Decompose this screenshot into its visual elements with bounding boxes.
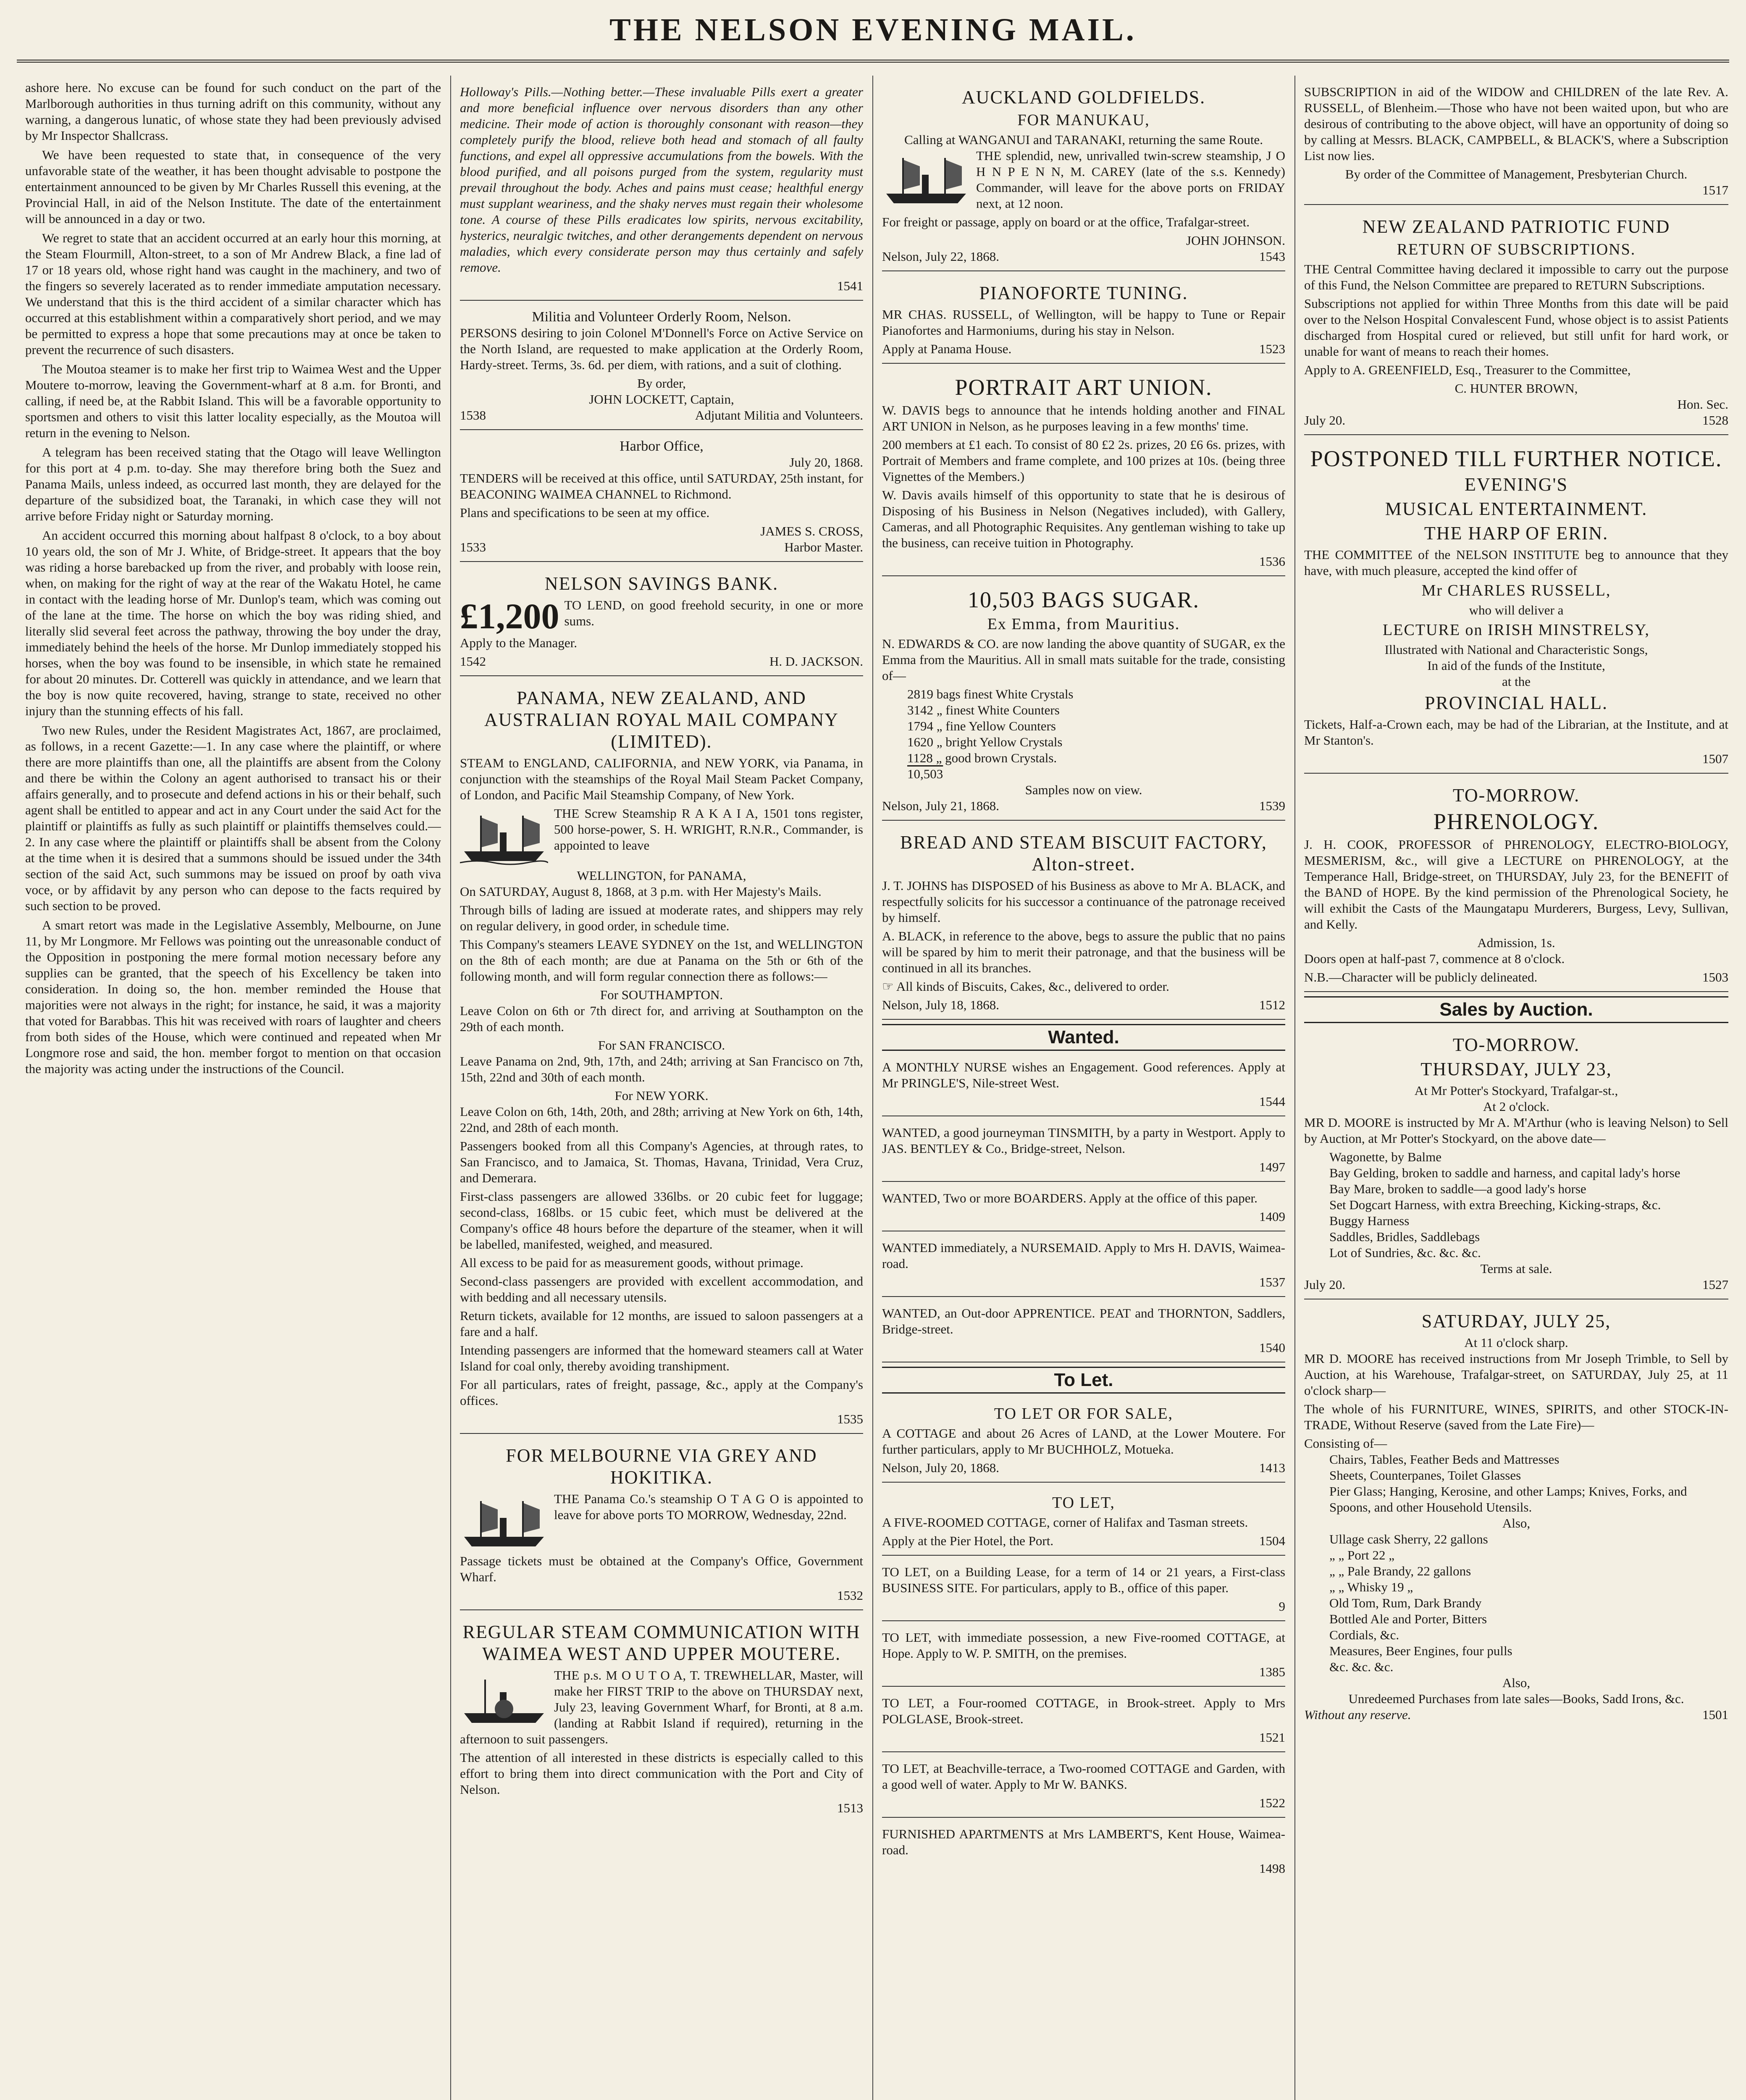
to-let-ad: TO LET, a Four-roomed COTTAGE, in Brook-street. Apply to Mrs POLGLASE, Brook-street. 1521 [882, 1691, 1285, 1752]
ad-title: THURSDAY, JULY 23, [1420, 1059, 1612, 1079]
auckland-goldfields-ad [882, 80, 1285, 271]
ad-number: 1533 [460, 540, 486, 554]
auction-ad: TO-MORROW. THURSDAY, JULY 23, At Mr Potter's Stockyard, Trafalgar-st., At 2 o'clock. MR D. MOORE is instructed by Mr A. M'Arthur (who is leaving Nelson) to Sell by Auction, at Mr Potter's Stockyard, on the above date— Wagonette, by Balme Bay Gelding, broken to saddle and harness, and capital lady's horse Bay Mare, broken to saddle—a good lady's horse Set Dogcart Harness, with extra Breeching, Kicking-straps, &c. Buggy Harness Saddles, Bridles, Saddlebags Lot of Sundries, &c. &c. &c. Terms at sale. July 20. 1527 [1304, 1027, 1728, 1299]
ad-text: Leave Colon on 6th, 14th, 20th, and 28th; arriving at New York on 6th, 14th, 22nd, and 28th of each month. [460, 1104, 863, 1135]
ad-number: 1413 [1259, 1460, 1285, 1475]
widow-subscription-ad [1304, 80, 1728, 205]
list-item: Chairs, Tables, Feather Beds and Mattresses [1329, 1452, 1560, 1467]
masthead: THE NELSON EVENING MAIL. [609, 12, 1137, 47]
list-item: 2819 bags finest White Crystals [907, 687, 1074, 701]
ad-title: PANAMA, NEW ZEALAND, AND AUSTRALIAN ROYAL MAIL COMPANY (LIMITED). [484, 688, 839, 752]
ad-number: 1513 [837, 1801, 863, 1815]
ad-text: THE Panama Co.'s steamship O T A G O is appointed to leave for above ports TO MORROW, Wednesday, 22nd. [554, 1491, 863, 1522]
ad-text: ☞ All kinds of Biscuits, Cakes, &c., delivered to order. [882, 979, 1169, 994]
patriotic-fund-ad [1304, 209, 1728, 435]
ad-text: 200 members at £1 each. To consist of 80 £2 2s. prizes, 20 £6 6s. prizes, with Portrait of Members and frame complete, and 100 prizes at 10s. (being three Vignettes of the Members.) [882, 437, 1285, 484]
wanted-ad: WANTED, an Out-door APPRENTICE. PEAT and THORNTON, Saddlers, Bridge-street. 1540 [882, 1301, 1285, 1362]
ad-subtitle: Ex Emma, from Mauritius. [987, 615, 1180, 633]
ad-text: THE COMMITTEE of the NELSON INSTITUTE beg to announce that they have, with much pleasure, accepted the kind offer of [1304, 547, 1728, 578]
ad-text: For freight or passage, apply on board or at the office, Trafalgar-street. [882, 215, 1250, 229]
steamship-icon [460, 1669, 548, 1728]
ad-role: Harbor Master. [784, 540, 863, 554]
ad-number: 1536 [1259, 554, 1285, 569]
news-paragraph: We have been requested to state that, in consequence of the very unfavorable state of the weather, it has been thought advisable to postpone the entertainment announced to be given by Mr Charles Russell this evening, at the Provincial Hall, in aid of the Nelson Institute. The date of the entertainment will be announced in a day or two. [25, 147, 441, 226]
postponed-entertainment-ad: POSTPONED TILL FURTHER NOTICE. EVENING'S MUSICAL ENTERTAINMENT. THE HARP OF ERIN. THE COMMITTEE of the NELSON INSTITUTE beg to announce that they have, with much pleasure, accepted the kind offer of Mr CHARLES RUSSELL, who will deliver a LECTURE on IRISH MINSTRELSY, Illustrated with National and Characteristic Songs, In aid of the funds of the Institute, at the PROVINCIAL HALL. Tickets, Half-a-Crown each, may be had of the Librarian, at the Institute, and at Mr Stanton's. 1507 [1304, 439, 1728, 774]
ad-number: 1497 [1259, 1160, 1285, 1174]
ad-number: 1512 [1259, 998, 1285, 1012]
ad-title: PORTRAIT ART UNION. [955, 375, 1213, 400]
ad-text: Apply to A. GREENFIELD, Esq., Treasurer to the Committee, [1304, 362, 1631, 377]
news-paragraph: An accident occurred this morning about halfpast 8 o'clock, to a boy about 10 years old, the son of Mr J. White, of Bridge-street. It appears that the boy was riding a horse barebacked up from the river, and probably with loose rein, when, on making for the right of way at the rear of the Wakatu Hotel, he came in contact with the leading horse of Mr. Dunlop's team, which was coming out of the lane at the time. The horse on which the boy was riding shied, and literally slid several feet across the pathway, throwing the boy under the dray, immediately behind the heels of the horse. Mr Dunlop immediately stopped his horses, when the boy was found to be insensible, in which state he remained for about 20 minutes. Dr. Cotterell was quickly in attendance, and we learn that the boy is now quite recovered, having, strange to state, received no other injury than the stunning effects of his fall. [25, 528, 441, 718]
list-item: „ „ Pale Brandy, 22 gallons [1329, 1564, 1471, 1578]
column-ads-2 [460, 80, 863, 2100]
ad-subtitle: MUSICAL ENTERTAINMENT. [1385, 499, 1648, 519]
ad-byline: By order of the Committee of Management, Presbyterian Church. [1345, 167, 1688, 181]
ad-title: AUCKLAND GOLDFIELDS. [961, 87, 1206, 108]
ad-date: Nelson, July 20, 1868. [882, 1460, 999, 1475]
list-item: Wagonette, by Balme [1329, 1150, 1441, 1164]
ad-number: 1409 [1259, 1209, 1285, 1224]
ad-title: TO LET, [1052, 1494, 1115, 1512]
ad-title: FOR MELBOURNE VIA GREY AND HOKITIKA. [506, 1445, 817, 1488]
ad-title: PIANOFORTE TUNING. [979, 283, 1188, 303]
list-item: Sheets, Counterpanes, Toilet Glasses [1329, 1468, 1521, 1483]
ad-heading: Harbor Office, [620, 438, 704, 454]
news-paragraph: The Moutoa steamer is to make her first trip to Waimea West and the Upper Moutere to-morrow, leaving the Government-wharf at 8 a.m. for Bronti, and calling, if need be, at the Rabbit Island. This will be a favorable opportunity to sportsmen and others to visit this latter locality especially, as the Moutoa will return in the evening to Nelson. [25, 362, 441, 440]
news-paragraph: We regret to state that an accident occurred at an early hour this morning, at the Steam Flourmill, Alton-street, to a son of Mr Andrew Black, a fine lad of 17 or 18 years old, whose right hand was caught in the machinery, and two of the fingers so severely lacerated as to render immediate amputation necessary. We understand that this is the third accident of a similar character which has occurred at this establishment within a comparatively short period, and we may be permitted to express a hope that some precautions may at once be taken to prevent the recurrence of such disasters. [25, 231, 441, 357]
auction-lot-list [1304, 1531, 1728, 1675]
ad-text: Passengers booked from all this Company's Agencies, at through rates, to San Francisco, and to Jamaica, St. Thomas, Havana, Trinidad, Vera Cruz, and Demerara. [460, 1139, 863, 1185]
ad-number: 1521 [1259, 1730, 1285, 1745]
ad-subtitle: TO-MORROW. [1452, 785, 1580, 806]
ad-subtitle: FOR MANUKAU, [1017, 111, 1150, 129]
steamship-icon [460, 1493, 548, 1551]
ad-text: THE Central Committee having declared it impossible to carry out the purpose of this Fund, the Nelson Committee are prepared to RETURN Subscriptions. [1304, 262, 1728, 292]
ad-text: SUBSCRIPTION in aid of the WIDOW and CHILDREN of the late Rev. A. RUSSELL, of Blenheim.—Those who have not been waited upon, but who are desirous of contributing to the above object, will have an opportunity of doing so by calling at Messrs. BLACK, CAMPBELL, & BLACK'S, where a Subscription List now lies. [1304, 84, 1728, 163]
ad-text: THE splendid, new, unrivalled twin-screw steamship, J O H N P E N N, M. CAREY (late of the s.s. Kennedy) Commander, will leave for the above ports on FRIDAY next, at 12 noon. [976, 148, 1285, 211]
ad-number: 1535 [837, 1412, 863, 1426]
pianoforte-ad [882, 276, 1285, 364]
news-paragraph: Two new Rules, under the Resident Magistrates Act, 1867, are proclaimed, as follows, in a recent Gazette:—1. In any case where the plaintiff, or where there are more plaintiffs than one, all the plaintiffs are absent from the Colony and there be within the Colony an agent authorised to transact his or their affairs generally, and to prosecute and defend actions in his or their behalf, such agent shall be entitled to appear and act in any Court under the said Act for the plaintiff or plaintiffs as fully as such plaintiff or plaintiffs themselves could.—2. In any case where the plaintiff or plaintiffs shall be absent from the Colony at the time when it is desired that a summons should be issued under the 34th section of the said Act, such summons may be issued on proof by oath viva voce, or by affidavit by any person who can depose to the facts required by such section to be proved. [25, 723, 441, 913]
to-let-ad: TO LET, A FIVE-ROOMED COTTAGE, corner of Halifax and Tasman streets. Apply at the Pier Hotel, the Port. 1504 [882, 1487, 1285, 1556]
ad-text: Apply to the Manager. [460, 635, 577, 650]
ad-subheading: For SOUTHAMPTON. [600, 987, 723, 1002]
auction-lot-list [1304, 1149, 1728, 1261]
list-item: Set Dogcart Harness, with extra Breeching, Kicking-straps, &c. [1329, 1197, 1661, 1212]
ad-subtitle: TO-MORROW. [1452, 1034, 1580, 1055]
column-divider [872, 76, 873, 2100]
ad-text: MR D. MOORE has received instructions from Mr Joseph Trimble, to Sell by Auction, at his Warehouse, Trafalgar-street, on SATURDAY, July 25, at 11 o'clock sharp— [1304, 1351, 1728, 1398]
ad-text: Leave Panama on 2nd, 9th, 17th, and 24th; arriving at San Francisco on 7th, 15th, 22nd and 30th of each month. [460, 1054, 863, 1084]
ad-title: REGULAR STEAM COMMUNICATION WITH WAIMEA WEST AND UPPER MOUTERE. [462, 1622, 861, 1664]
column-news [25, 80, 441, 2100]
militia-ad [460, 305, 863, 430]
ad-text: This Company's steamers LEAVE SYDNEY on the 1st, and WELLINGTON on the 8th of each month; are due at Panama on the 5th or 6th of the following month, and will form regular connection there as follows:— [460, 937, 863, 984]
ad-text: W. Davis avails himself of this opportunity to state that he is desirous of Disposing of his Business in Nelson (Negatives included), with Gallery, Cameras, and all Photographic Requisites. Any gentleman wishing to take up the business, can receive tuition in Photography. [882, 488, 1285, 550]
news-paragraph: A telegram has been received stating that the Otago will leave Wellington for this port at 4 p.m. to-day. She may therefore bring both the Suez and Panama Mails, unless indeed, as occurred last month, they are delayed for the departure of the subsidized boat, the Taranaki, in which case they will not arrive before Friday night or Saturday morning. [25, 445, 441, 523]
ad-number: 1543 [1259, 249, 1285, 264]
ad-text: Subscriptions not applied for within Three Months from this date will be paid over to the Nelson Hospital Convalescent Fund, whose object is to assist Patients discharged from Hospital cured or relieved, but still unfit for hard work, or unable for want of means to reach their homes. [1304, 296, 1728, 359]
ad-text: THE Screw Steamship R A K A I A, 1501 tons register, 500 horse-power, S. H. WRIGHT, R.N.R., Commander, is appointed to leave [554, 806, 863, 853]
ad-title: NEW ZEALAND PATRIOTIC FUND [1362, 216, 1670, 237]
ad-heading: Militia and Volunteer Orderly Room, Nelson. [532, 309, 791, 325]
ad-text: J. H. COOK, PROFESSOR of PHRENOLOGY, ELECTRO-BIOLOGY, MESMERISM, &c., will give a LECTURE on PHRENOLOGY, at the Temperance Hall, Bridge-street, on THURSDAY, July 23, for the BENEFIT of the BAND of HOPE. By the kind permission of the Phrenological Society, he will exhibit the Casts of the Maungatapu Murderers, Burgess, Levy, Sullivan, and Kelly. [1304, 837, 1728, 932]
ad-text: STEAM to ENGLAND, CALIFORNIA, and NEW YORK, via Panama, in conjunction with the steamships of the Royal Mail Steam Packet Company, of London, and Pacific Mail Steamship Company, of New York. [460, 756, 863, 802]
ad-text: First-class passengers are allowed 336lbs. or 20 cubic feet for luggage; second-class, 168lbs. or 15 cubic feet, which must be delivered at the Company's office 48 hours before the departure of the steamer, when it will be labelled, manifested, weighed, and measured. [460, 1189, 863, 1252]
panama-mail-ad [460, 680, 863, 1434]
ad-date: July 20. [1304, 413, 1346, 428]
list-total: 10,503 [907, 766, 943, 781]
ad-text: J. T. JOHNS has DISPOSED of his Business as above to Mr A. BLACK, and respectfully solicits for his successor a continuance of the patronage received by himself. [882, 878, 1285, 925]
ad-subtitle: PROVINCIAL HALL. [1424, 693, 1608, 713]
list-item: „ „ Whisky 19 „ [1329, 1580, 1413, 1594]
ad-title: NELSON SAVINGS BANK. [544, 573, 779, 594]
ad-number: 1528 [1702, 413, 1728, 428]
ad-text: A. BLACK, in reference to the above, begs to assure the public that no pains will be spared by him to merit their patronage, and that the business will be continued in all its branches. [882, 929, 1285, 975]
ad-text: Tickets, Half-a-Crown each, may be had of the Librarian, at the Institute, and at Mr Stanton's. [1304, 717, 1728, 748]
ad-text: Second-class passengers are provided with excellent accommodation, and with bedding and all necessary utensils. [460, 1274, 863, 1305]
ad-text: W. DAVIS begs to announce that he intends holding another and FINAL ART UNION in Nelson, as he purposes leaving in a few months' time. [882, 403, 1285, 433]
ad-number: 1507 [1702, 751, 1728, 766]
sugar-list [882, 686, 1285, 782]
ad-text: Samples now on view. [1025, 782, 1142, 797]
ad-subtitle: RETURN OF SUBSCRIPTIONS. [1397, 241, 1636, 258]
ad-signature: H. D. JACKSON. [769, 654, 863, 669]
ad-text: Doors open at half-past 7, commence at 8 o'clock. [1304, 951, 1565, 966]
ad-text: TENDERS will be received at this office, until SATURDAY, 25th instant, for BEACONING WAIMEA CHANNEL to Richmond. [460, 471, 863, 501]
melbourne-ad [460, 1438, 863, 1610]
ad-signature: JOHN JOHNSON. [1186, 233, 1285, 248]
section-heading-to-let: To Let. [882, 1367, 1285, 1394]
ad-text: Leave Colon on 6th or 7th direct for, and arriving at Southampton on the 29th of each month. [460, 1003, 863, 1034]
ad-number: 1504 [1259, 1533, 1285, 1548]
to-let-ad: TO LET, with immediate possession, a new Five-roomed COTTAGE, at Hope. Apply to W. P. SMITH, on the premises. 1385 [882, 1625, 1285, 1687]
ad-text: For all particulars, rates of freight, passage, &c., apply at the Company's offices. [460, 1377, 863, 1408]
section-heading-auction: Sales by Auction. [1304, 996, 1728, 1023]
ad-text: TO LEND, on good freehold security, in one or more sums. [564, 598, 863, 628]
ad-title: 10,503 BAGS SUGAR. [967, 587, 1200, 612]
ad-signature: JAMES S. CROSS, [760, 524, 863, 538]
column-divider [1294, 76, 1295, 2100]
ad-number: 1540 [1259, 1340, 1285, 1355]
ad-signature: C. HUNTER BROWN, [1455, 381, 1578, 396]
ad-number: 1541 [837, 278, 863, 293]
list-item: &c. &c. &c. [1329, 1659, 1394, 1674]
ad-number: 1523 [1259, 341, 1285, 356]
ad-number: 1498 [1259, 1861, 1285, 1876]
list-item: Measures, Beer Engines, four pulls [1329, 1643, 1512, 1658]
auction-ad: SATURDAY, JULY 25, At 11 o'clock sharp. MR D. MOORE has received instructions from Mr Joseph Trimble, to Sell by Auction, at his Warehouse, Trafalgar-street, on SATURDAY, July 25, at 11 o'clock sharp— The whole of his FURNITURE, WINES, SPIRITS, and other STOCK-IN-TRADE, Without Reserve (saved from the Late Fire)— Consisting of— Chairs, Tables, Feather Beds and Mattresses Sheets, Counterpanes, Toilet Glasses Pier Glass; Hanging, Kerosine, and other Lamps; Knives, Forks, and Spoons, and other Household Utensils. Also, Ullage cask Sherry, 22 gallons „ „ Port 22 „ „ „ Pale Brandy, 22 gallons „ „ Whisky 19 „ Old Tom, Rum, Dark Brandy Bottled Ale and Porter, Bitters Cordials, &c. Measures, Beer Engines, four pulls &c. &c. &c. Also, Unredeemed Purchases from late sales—Books, Sadd Irons, &c. Without any reserve. 1501 [1304, 1311, 1728, 1722]
news-paragraph: ashore here. No excuse can be found for such conduct on the part of the Marlborough authorities in thus turning adrift on this community, without any warning, a dangerous lunatic, of whose state they had been previously advised by Mr Inspector Shallcrass. [25, 80, 441, 143]
moutoa-ad [460, 1614, 863, 1822]
ad-number: 1544 [1259, 1094, 1285, 1109]
ad-role: Hon. Sec. [1677, 397, 1728, 412]
ad-title: POSTPONED TILL FURTHER NOTICE. [1310, 446, 1722, 471]
ad-number: 1532 [837, 1588, 863, 1603]
ad-number: 1542 [460, 654, 486, 669]
ad-title: SATURDAY, JULY 25, [1421, 1311, 1611, 1331]
to-let-ad: FURNISHED APARTMENTS at Mrs LAMBERT'S, Kent House, Waimea-road. 1498 [882, 1827, 1285, 1876]
ad-date: Nelson, July 22, 1868. [882, 249, 999, 264]
list-item: Lot of Sundries, &c. &c. &c. [1329, 1245, 1481, 1260]
ad-number: 1527 [1702, 1277, 1728, 1292]
ad-subheading: For NEW YORK. [614, 1088, 709, 1103]
ad-number: 1385 [1259, 1664, 1285, 1679]
column-divider [450, 76, 451, 2100]
wanted-ad: WANTED immediately, a NURSEMAID. Apply to Mrs H. DAVIS, Waimea-road. 1537 [882, 1236, 1285, 1297]
list-item: Bottled Ale and Porter, Bitters [1329, 1612, 1487, 1626]
ad-text: THE p.s. M O U T O A, T. TREWHELLAR, Master, will make her FIRST TRIP to the above on THURSDAY next, July 23, leaving Government Wharf, for Bronti, at 8 a.m. (landing at Rabbit Island if required), returning in the afternoon to suit passengers. [460, 1668, 863, 1746]
wanted-ad: WANTED, a good journeyman TINSMITH, by a party in Westport. Apply to JAS. BENTLEY & Co., Bridge-street, Nelson. 1497 [882, 1121, 1285, 1182]
list-item: Buggy Harness [1329, 1213, 1410, 1228]
loan-amount: £1,200 [460, 596, 559, 636]
ad-text: Apply at Panama House. [882, 341, 1012, 356]
bread-factory-ad [882, 825, 1285, 1020]
sugar-ad [882, 580, 1285, 821]
ad-text: Holloway's Pills.—Nothing better.—These invaluable Pills exert a greater and more beneficial influence over nervous disorders than any other medicine. Their mode of action is thoroughly consonant with reason—they completely purify the blood, relieve both head and stomach of all faulty functions, and expel all oppressive accumulations from the bowels. With the blood purified, and all poisons purged from the system, regularity must prevail throughout the body. Aches and pains must cease; healthful energy must supplant weariness, and the shaky nerves must regain their wholesome tone. A course of these Pills eradicates low spirits, nervous excitability, hysterics, neuralgic twitches, and other derangements dependent on nervous maladies, which every considerate person may thus certainly and safely remove. [460, 84, 863, 275]
list-item: Bay Mare, broken to saddle—a good lady's horse [1329, 1181, 1586, 1196]
to-let-ad: TO LET OR FOR SALE, A COTTAGE and about 26 Acres of LAND, at the Lower Moutere. For further particulars, apply to Mr BUCHHOLZ, Motueka. Nelson, July 20, 1868. 1413 [882, 1398, 1285, 1483]
list-item: 3142 „ finest White Counters [907, 703, 1060, 717]
pointing-hand-icon: ☞ [882, 979, 896, 994]
ad-date: Nelson, July 21, 1868. [882, 798, 999, 813]
ad-date: July 20. [1304, 1277, 1346, 1292]
to-let-ad: TO LET, on a Building Lease, for a term of 14 or 21 years, a First-class BUSINESS SITE. For particulars, apply to B., office of this paper. 9 [882, 1560, 1285, 1621]
ad-text: N. EDWARDS & CO. are now landing the above quantity of SUGAR, ex the Emma from the Mauritius. All in small mats suitable for the trade, consisting of— [882, 636, 1285, 683]
phrenology-ad: TO-MORROW. PHRENOLOGY. J. H. COOK, PROFESSOR of PHRENOLOGY, ELECTRO-BIOLOGY, MESMERISM, &c., will give a LECTURE on PHRENOLOGY, at the Temperance Hall, Bridge-street, on THURSDAY, July 23, for the BENEFIT of the BAND of HOPE. By the kind permission of the Phrenological Society, he will exhibit the Casts of the Maungatapu Murderers, Burgess, Levy, Sullivan, and Kelly. Admission, 1s. Doors open at half-past 7, commence at 8 o'clock. N.B.—Character will be publicly delineated. 1503 [1304, 778, 1728, 992]
ad-text: Return tickets, available for 12 months, are issued to saloon passengers at a fare and a half. [460, 1308, 863, 1339]
ad-text: Through bills of lading are issued at moderate rates, and shippers may rely on regular delivery, in good order, in schedule time. [460, 903, 863, 933]
masthead-rule [17, 60, 1729, 63]
ad-text: On SATURDAY, August 8, 1868, at 3 p.m. with Her Majesty's Mails. [460, 884, 822, 899]
ad-text: Passage tickets must be obtained at the Company's Office, Government Wharf. [460, 1554, 863, 1584]
ad-subtitle: Mr CHARLES RUSSELL, [1421, 582, 1611, 599]
list-item: Old Tom, Rum, Dark Brandy [1329, 1596, 1482, 1610]
list-item: Ullage cask Sherry, 22 gallons [1329, 1532, 1488, 1546]
ad-subtitle: THE HARP OF ERIN. [1424, 523, 1609, 543]
ad-text: Intending passengers are informed that the homeward steamers call at Water Island for coal only, thereby avoiding transhipment. [460, 1343, 863, 1373]
ad-subtitle: Calling at WANGANUI and TARANAKI, returning the same Route. [904, 132, 1263, 147]
ad-number: 1501 [1702, 1707, 1728, 1722]
ad-number: 1537 [1259, 1275, 1285, 1289]
ad-subheading: For SAN FRANCISCO. [598, 1038, 725, 1053]
wanted-ad: A MONTHLY NURSE wishes an Engagement. Good references. Apply at Mr PRINGLE'S, Nile-street West. 1544 [882, 1055, 1285, 1116]
ad-title: PHRENOLOGY. [1433, 809, 1599, 834]
ad-number: 9 [1279, 1599, 1285, 1614]
ad-number: 1503 [1702, 970, 1728, 984]
list-item: 1128 „ good brown Crystals. [907, 751, 1057, 765]
wanted-ad: WANTED, Two or more BOARDERS. Apply at the office of this paper. 1409 [882, 1186, 1285, 1231]
news-paragraph: A smart retort was made in the Legislative Assembly, Melbourne, on June 11, by Mr Longmore. Mr Fellows was pointing out the unreasonable conduct of the Opposition in postponing the mere formal motion necessary before any supplies can be granted, that the speech of his Excellency be taken into consideration. In doing so, the hon. member reminded the House that majorities were not always in the right; for instance, he said, it was a majority that voted for Barabbas. This hit was received with roars of laughter and cheers from both sides of the House, which were continued and repeated when Mr Longmore rose and said, the hon. member forgot to mention on that occasion the majority was acting under the instructions of the Council. [25, 918, 441, 1076]
ad-text: PERSONS desiring to join Colonel M'Donnell's Force on Active Service on the North Island, are requested to make application at the Orderly Room, Hardy-street. Terms, 3s. 6d. per diem, with rations, and a suit of clothing. [460, 326, 863, 372]
column-ads-4 [1304, 80, 1728, 2100]
ad-number: 1538 [460, 408, 486, 423]
savings-bank-ad [460, 566, 863, 676]
to-let-ad: TO LET, at Beachville-terrace, a Two-roomed COTTAGE and Garden, with a good well of water. Apply to Mr W. BANKS. 1522 [882, 1756, 1285, 1818]
list-item: Pier Glass; Hanging, Kerosine, and other Lamps; Knives, Forks, and Spoons, and other Household Utensils. [1329, 1484, 1687, 1515]
list-item: „ „ Port 22 „ [1329, 1548, 1394, 1562]
ad-number: 1522 [1259, 1796, 1285, 1810]
portrait-art-union-ad [882, 368, 1285, 576]
list-item: Bay Gelding, broken to saddle and harness, and capital lady's horse [1329, 1166, 1680, 1180]
steamship-icon [460, 807, 548, 866]
ad-text: Plans and specifications to be seen at my office. [460, 505, 710, 520]
ad-date: July 20, 1868. [789, 455, 863, 470]
list-item: Cordials, &c. [1329, 1628, 1399, 1642]
ad-text: MR D. MOORE is instructed by Mr A. M'Arthur (who is leaving Nelson) to Sell by Auction, at Mr Potter's Stockyard, on the above date— [1304, 1115, 1728, 1146]
ad-date: Nelson, July 18, 1868. [882, 998, 999, 1012]
ad-signature: JOHN LOCKETT, Captain, [589, 392, 734, 407]
ad-text: MR CHAS. RUSSELL, of Wellington, will be happy to Tune or Repair Pianofortes and Harmoniums, during his stay in Nelson. [882, 307, 1285, 338]
ad-subtitle: EVENING'S [1465, 474, 1568, 495]
ad-number: 1517 [1702, 183, 1728, 197]
ad-byline: By order, [637, 376, 686, 391]
list-item: 1794 „ fine Yellow Counters [907, 719, 1056, 733]
ad-number: 1539 [1259, 798, 1285, 813]
steamship-icon [882, 150, 970, 208]
ad-text: The attention of all interested in these districts is especially called to this effort to bring them into direct communication with the Port and City of Nelson. [460, 1750, 863, 1797]
ad-title: TO LET OR FOR SALE, [994, 1405, 1174, 1423]
harbor-ad [460, 434, 863, 562]
column-ads-3 [882, 80, 1285, 2100]
auction-lot-list [1304, 1452, 1728, 1515]
ad-text: The whole of his FURNITURE, WINES, SPIRITS, and other STOCK-IN-TRADE, Without Reserve (saved from the Late Fire)— [1304, 1402, 1728, 1432]
ad-destination: WELLINGTON, for PANAMA, [577, 868, 746, 883]
ad-text: All excess to be paid for as measurement goods, without primage. [460, 1255, 803, 1270]
holloway-ad [460, 80, 863, 301]
list-item: Saddles, Bridles, Saddlebags [1329, 1229, 1480, 1244]
ad-title: BREAD AND STEAM BISCUIT FACTORY, Alton-street. [900, 832, 1267, 874]
section-heading-wanted: Wanted. [882, 1024, 1285, 1051]
list-item: 1620 „ bright Yellow Crystals [907, 735, 1063, 749]
ad-role: Adjutant Militia and Volunteers. [695, 408, 863, 423]
ad-subtitle: LECTURE on IRISH MINSTRELSY, [1383, 621, 1650, 639]
